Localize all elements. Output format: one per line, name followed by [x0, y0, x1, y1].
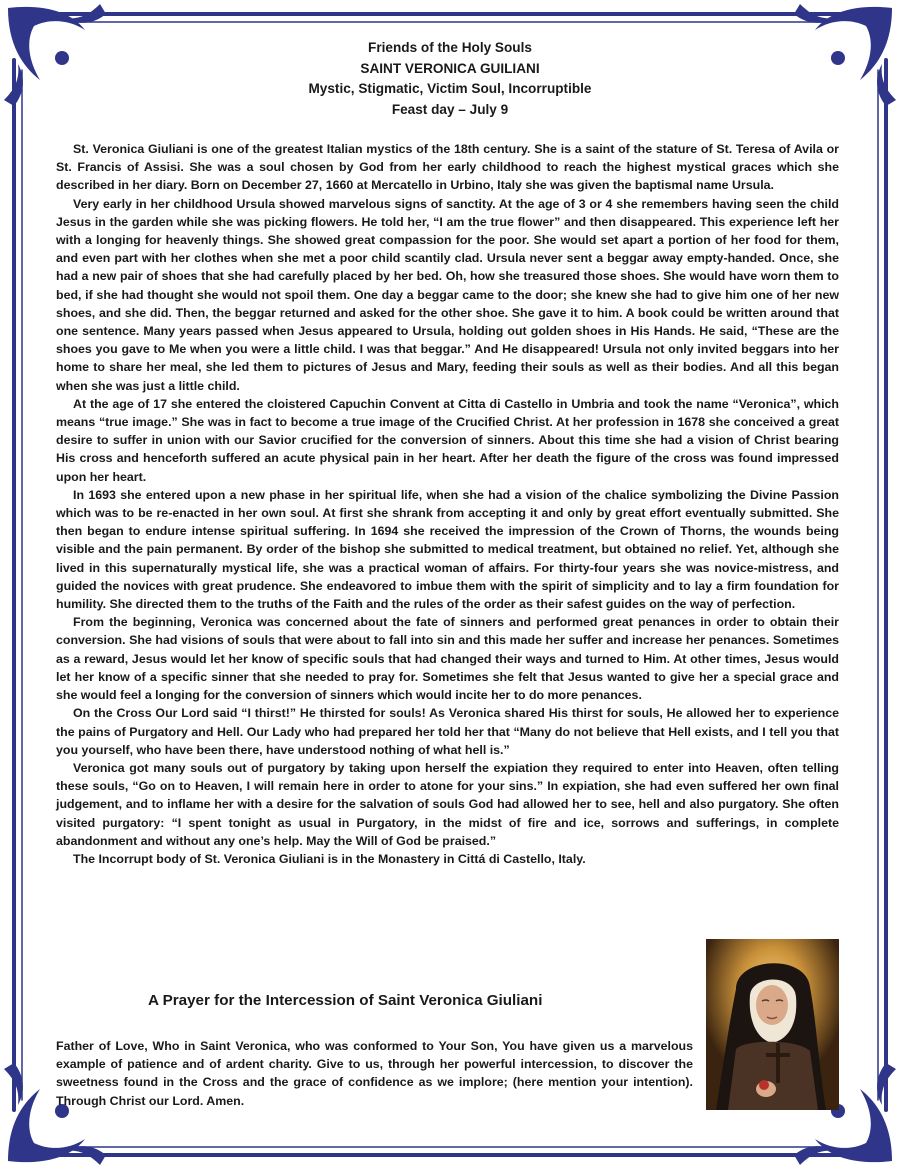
- saint-description: Mystic, Stigmatic, Victim Soul, Incorruptible: [308, 81, 592, 96]
- document-header: [0, 38, 900, 120]
- organization-name: Friends of the Holy Souls: [368, 40, 532, 55]
- prayer-title: A Prayer for the Intercession of Saint Veronica Giuliani: [148, 992, 543, 1009]
- paragraph: At the age of 17 she entered the cloistered Capuchin Convent at Citta di Castello in Umbria and took the name “Veronica”, which means “true image.” She was in fact to become a true image of the Crucified Christ. At her profession in 1678 she conceived a great desire to suffer in union with our Savior crucified for the conversion of sinners. About this time she had a vision of Christ bearing His cross and henceforth suffered an acute physical pain in her heart. After her death the figure of the cross was found impressed upon her heart.: [56, 396, 839, 484]
- prayer-text: Father of Love, Who in Saint Veronica, who was conformed to Your Son, You have given us a marvelous example of patience and of ardent charity. Give to us, through her powerful intercession, to discover the sweetness found in the Cross and the grace of confidence as we implore; (here mention your intention). Through Christ our Lord. Amen.: [56, 1039, 693, 1108]
- paragraph: In 1693 she entered upon a new phase in her spiritual life, when she had a vision of the chalice symbolizing the Divine Passion which was to be re-enacted in her own soul. At first she shrank from accepting it and only by great effort eventually submitted. She then began to endure intense spiritual suffering. In 1694 she received the impression of the Crown of Thorns, the wounds being visible and the pain permanent. By order of the bishop she submitted to medical treatment, but obtained no relief. Yet, although she lived in this supernaturally mystical life, she was a practical woman of affairs. For thirty-four years she was novice-mistress, and guided the novices with great prudence. She endeavored to imbue them with the spirit of simplicity and to lay a firm foundation for humility. She directed them to the truths of the Faith and the rules of the order as their safest guides on the way of perfection.: [56, 487, 839, 612]
- paragraph: Very early in her childhood Ursula showed marvelous signs of sanctity. At the age of 3 or 4 she remembers having seen the child Jesus in the garden while she was picking flowers. He told her, “I am the true flower” and then disappeared. This experience left her with a longing for heavenly things. She showed great compassion for the poor. She would set apart a portion of her food for them, and even part with her clothes when she met a poor child scantily clad. Ursula never sent a beggar away empty-handed. Once, she had a new pair of shoes that she had carefully placed by her bed. Oh, how she treasured those shoes. She would have worn them to bed, if she had thought she would not spoil them. One day a beggar came to the door; she knew she had to give him one of her new shoes, and she did. Then, the beggar returned and asked for the other shoe. She gave it to him. A book could be written around that one sentence. Many years passed when Jesus appeared to Ursula, holding out golden shoes in His Hands. He said, “These are the shoes you gave to Me when you were a little child. I was that beggar.” And He disappeared! Ursula not only invited beggars into her home to share her meal, she led them to pictures of Jesus and Mary, feeding their souls as well as their bodies. And all this began when she was just a little child.: [56, 196, 839, 393]
- saint-portrait-image: [706, 939, 839, 1110]
- biography-text: [56, 140, 839, 868]
- paragraph: The Incorrupt body of St. Veronica Giuliani is in the Monastery in Cittá di Castello, Italy.: [73, 851, 586, 866]
- paragraph: St. Veronica Giuliani is one of the greatest Italian mystics of the 18th century. She is a saint of the stature of St. Teresa of Avila or St. Francis of Assisi. She was a soul chosen by God from her early childhood to reach the highest mystical graces which she described in her diary. Born on December 27, 1660 at Mercatello in Urbino, Italy she was given the baptismal name Ursula.: [56, 142, 839, 193]
- feast-day: Feast day – July 9: [391, 101, 509, 117]
- paragraph: On the Cross Our Lord said “I thirst!” He thirsted for souls! As Veronica shared His thirst for souls, He allowed her to experience the pains of Purgatory and Hell. Our Lady who had prepared her told her that “Many do not believe that Hell exists, and I tell you that you yourself, who have been there, have understood nothing of what hell is.”: [56, 706, 839, 757]
- paragraph: Veronica got many souls out of purgatory by taking upon herself the expiation they required to enter into Heaven, often telling these souls, “Go on to Heaven, I will remain here in order to atone for your sins.” In expiation, she had even suffered her own final judgement, and to inflame her with a desire for the salvation of souls God had allowed her to see, hell and also purgatory. She often visited purgatory: “I spent tonight as usual in Purgatory, in the midst of fire and ice, sorrows and sufferings, in complete abandonment and without any one’s help. May the Will of God be praised.”: [56, 760, 839, 848]
- paragraph: From the beginning, Veronica was concerned about the fate of sinners and performed great penances in order to obtain their conversion. She had visions of souls that were about to fall into sin and this made her suffer and increase her penances. Sometimes as a reward, Jesus would let her know of specific souls that had changed their ways and turned to Him. At other times, Jesus would let her know of a specific sinner that she needed to pray for. Sometimes she felt that Jesus wanted to give her a special grace and she would feel a longing for the conversion of sinners which would incite her to do more penances.: [56, 615, 839, 703]
- saint-name-title: SAINT VERONICA GUILIANI: [360, 60, 540, 76]
